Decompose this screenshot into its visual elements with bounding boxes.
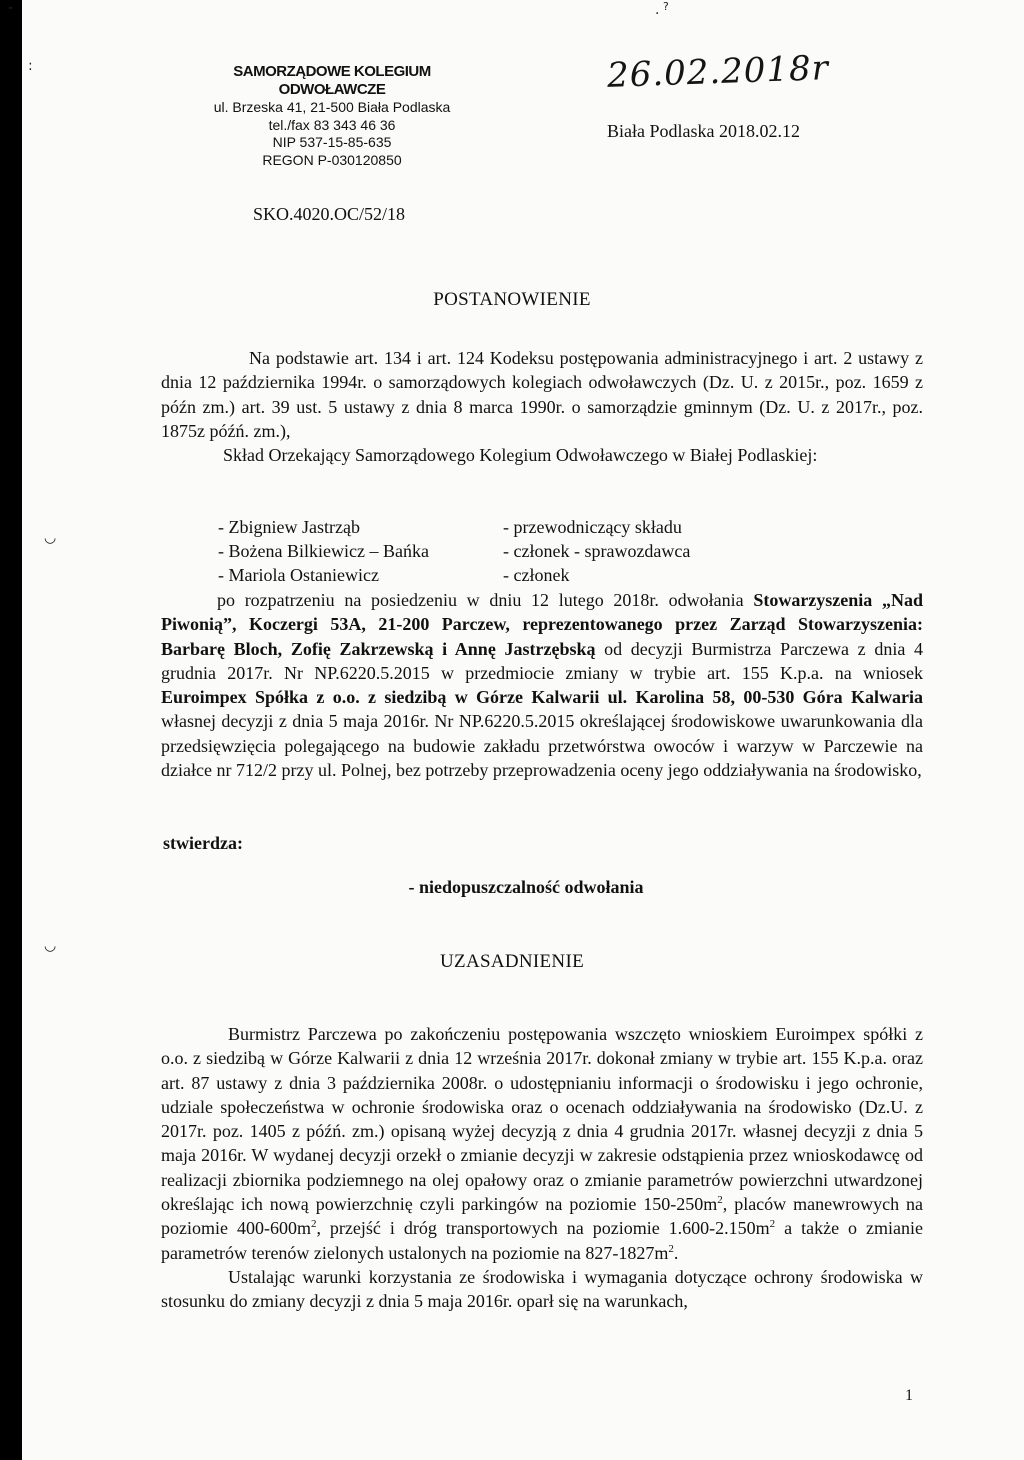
punch-hole-mark: ◡ — [44, 530, 57, 546]
member-role: - członek — [503, 565, 570, 585]
institution-regon: REGON P-030120850 — [262, 151, 402, 168]
scan-mark-tick: ? — [663, 0, 669, 13]
panel-member — [218, 515, 690, 539]
panel-intro: Skład Orzekający Samorządowego Kolegium Odwoławczego w Białej Podlaskiej: — [223, 445, 818, 466]
panel-member — [218, 563, 690, 587]
scan-mark-colon: : — [28, 58, 33, 74]
justification-text: . — [673, 1242, 679, 1263]
decision-text: po rozpatrzeniu na posiedzeniu w dniu 12 lutego 2018r. odwołania — [217, 590, 754, 610]
decision-text: własnej decyzji z dnia 5 maja 2016r. Nr NP.6220.5.2015 określającej środowiskowe uwarunkowania dla przedsięwzięcia polegającego na budowie zakładu przetwórstwa owoców i warzyw w Parczewie na działce nr 712/2 przy ul. Polnej, bez potrzeby przeprowadzenia oceny jego oddziaływania na środowisko, — [161, 711, 923, 781]
panel-composition — [218, 515, 690, 587]
ruling: - niedopuszczalność odwołania — [408, 877, 644, 897]
superscript: 2 — [310, 1218, 317, 1231]
justification-text: , placów manewrowych na poziomie 400-600m — [161, 1194, 923, 1239]
superscript: 2 — [717, 1194, 723, 1207]
institution-header — [182, 63, 482, 169]
decision-paragraph — [161, 588, 923, 782]
member-name: - Bożena Bilkiewicz – Bańka — [218, 541, 429, 561]
justification-text: a także o zmianie parametrów terenów zielonych ustalonych na poziomie na 827-1827m — [161, 1218, 923, 1263]
member-role: - przewodniczący składu — [503, 517, 682, 537]
document-title: POSTANOWIENIE — [433, 289, 591, 310]
page-number: 1 — [905, 1387, 913, 1404]
member-name: - Zbigniew Jastrząb — [218, 517, 360, 537]
justification-text: , przejść i dróg transportowych na poziomie 1.600-2.150m — [316, 1218, 770, 1239]
scan-mark-dot: . — [655, 2, 660, 18]
justification-title: UZASADNIENIE — [440, 951, 584, 972]
handwritten-date: 26.02.2018r — [606, 48, 830, 96]
panel-member — [218, 539, 690, 563]
place-date: Biała Podlaska 2018.02.12 — [607, 121, 800, 141]
legal-basis — [161, 346, 923, 467]
institution-nip: NIP 537-15-85-635 — [272, 134, 392, 150]
case-reference: SKO.4020.OC/52/18 — [253, 204, 406, 224]
legal-basis-text: Na podstawie art. 134 i art. 124 Kodeksu postępowania administracyjnego i art. 2 ustawy z dnia 12 października 1994r. o samorządowych kolegiach odwoławczych (Dz. U. z 2015r., poz. 1659 z późn zm.) art. 39 ust. 5 ustawy z dnia 8 marca 1990r. o samorządzie gminnym (Dz. U. z 2017r., poz. 1875z późń. zm.), — [161, 348, 923, 441]
institution-address: ul. Brzeska 41, 21-500 Biała Podlaska — [213, 99, 451, 115]
superscript: 2 — [668, 1242, 674, 1255]
institution-phone: tel./fax 83 343 46 36 — [268, 116, 396, 133]
institution-name: SAMORZĄDOWE KOLEGIUM ODWOŁAWCZE — [233, 63, 431, 98]
appellant-name: Stowarzyszenia „Nad Piwonią”, Koczergi 53A, 21-200 Parczew, reprezentowanego przez Zarząd Stowarzyszenia: Barbarę Bloch, Zofię Zakrzewską i Annę Jastrzębską — [161, 590, 923, 659]
decision-text: od decyzji Burmistrza Parczewa z dnia 4 grudnia 2017r. Nr NP.6220.5.2015 w przedmiocie zmiany w trybie art. 155 K.p.a. na wniosek — [161, 638, 923, 683]
superscript: 2 — [769, 1218, 776, 1231]
scan-mark-dash: - — [8, 0, 14, 16]
member-role: - członek - sprawozdawca — [503, 541, 691, 561]
punch-hole-mark: ◡ — [44, 938, 57, 954]
applicant-name: Euroimpex Spółka z o.o. z siedzibą w Górze Kalwarii ul. Karolina 58, 00-530 Góra Kalwaria — [161, 687, 923, 708]
stwierdza-label: stwierdza: — [163, 833, 243, 853]
justification-paragraph-2: Ustalając warunki korzystania ze środowiska i wymagania dotyczące ochrony środowiska w stosunku do zmiany decyzji z dnia 5 maja 2016r. oparł się na warunkach, — [161, 1266, 923, 1312]
member-name: - Mariola Ostaniewicz — [218, 565, 379, 585]
justification-text: Burmistrz Parczewa po zakończeniu postępowania wszczęto wnioskiem Euroimpex spółki z o.o. z siedzibą w Górze Kalwarii z dnia 12 września 2017r. dokonał zmiany w trybie art. 155 K.p.a. oraz art. 87 ustawy z dnia 3 października 2008r. o udostępnianiu informacji o środowisku i jego ochronie, udziale społeczeństwa w ochronie środowiska oraz o ocenach oddziaływania na środowisko (Dz.U. z 2017r. poz. 1405 z późń. zm.) opisaną wyżej decyzją z dnia 4 grudnia 2017r. własnej decyzji z dnia 5 maja 2016r. W wydanej decyzji orzekł o zmianie decyzji w zakresie odstąpienia przez wnioskodawcę od realizacji zbiornika podziemnego na olej opałowy oraz o zmianie parametrów powierzchni utwardzonej określając ich nową powierzchnię czyli parkingów na poziomie 150-250m — [161, 1024, 923, 1215]
justification-body — [161, 1022, 923, 1314]
